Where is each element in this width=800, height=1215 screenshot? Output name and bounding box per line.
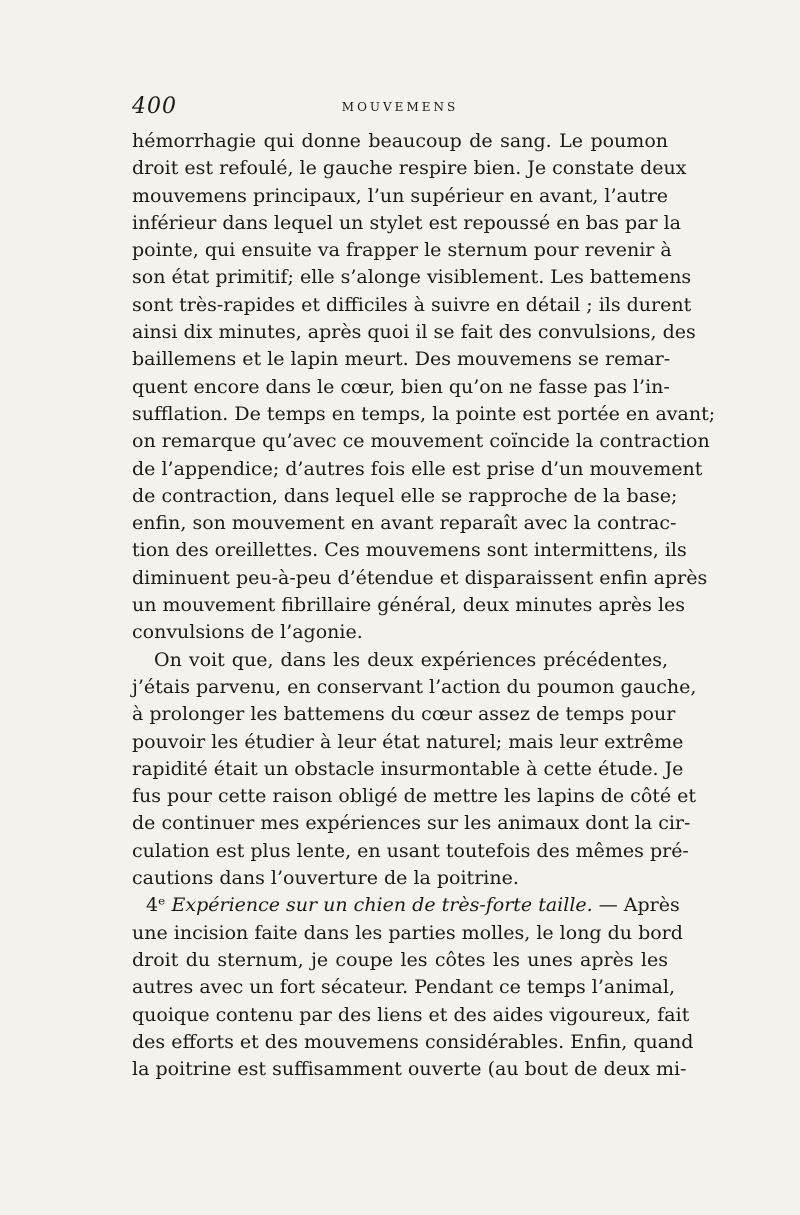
text-line: sont très-rapides et difficiles à suivre en détail ; ils durent — [132, 293, 692, 316]
running-head — [132, 94, 668, 128]
text-line: diminuent peu-à-peu d’étendue et disparaissent enfin après — [132, 566, 708, 589]
text-line: culation est plus lente, en usant toutefois des mêmes pré- — [132, 839, 689, 862]
page-number: 400 — [132, 94, 177, 119]
text-line: de continuer mes expériences sur les animaux dont la cir- — [132, 812, 691, 835]
text-line: mouvemens principaux, l’un supérieur en avant, l’autre — [132, 184, 669, 207]
text-line: droit est refoulé, le gauche respire bien. Je constate deux — [132, 157, 687, 180]
text-line: autres avec un fort sécateur. Pendant ce temps l’animal, — [132, 976, 676, 999]
text-line: une incision faite dans les parties molles, le long du bord — [132, 921, 683, 944]
text-line: tion des oreillettes. Ces mouvemens sont intermittens, ils — [132, 539, 687, 562]
text-line: enfin, son mouvement en avant reparaît avec la contrac- — [132, 512, 677, 535]
text-line: pouvoir les étudier à leur état naturel; mais leur extrême — [132, 730, 684, 753]
experiment-line-rest: — Après — [598, 894, 680, 917]
text-line: fus pour cette raison obligé de mettre les lapins de côté et — [132, 785, 697, 808]
text-line: un mouvement fibrillaire général, deux minutes après les — [132, 594, 686, 617]
text-line: quent encore dans le cœur, bien qu’on ne fasse pas l’in- — [132, 375, 670, 398]
experiment-number: 4ᵉ — [146, 894, 166, 917]
text-line: cautions dans l’ouverture de la poitrine. — [132, 867, 519, 890]
text-line: ainsi dix minutes, après quoi il se fait des convulsions, des — [132, 321, 696, 344]
text-line: baillemens et le lapin meurt. Des mouvemens se remar- — [132, 348, 671, 371]
text-line: rapidité était un obstacle insurmontable à cette étude. Je — [132, 757, 684, 780]
text-line: de l’appendice; d’autres fois elle est prise d’un mouvement — [132, 457, 703, 480]
section-heading-line — [132, 892, 680, 919]
book-page — [132, 94, 716, 1083]
text-line: on remarque qu’avec ce mouvement coïncide la contraction — [132, 430, 710, 453]
text-line: à prolonger les battemens du cœur assez de temps pour — [132, 703, 676, 726]
text-line: On voit que, dans les deux expériences précédentes, — [154, 648, 668, 671]
running-title: MOUVEMENS — [341, 100, 459, 114]
text-line: convulsions de l’agonie. — [132, 621, 363, 644]
text-line: la poitrine est suffisamment ouverte (au bout de deux mi- — [132, 1058, 687, 1081]
text-line: des efforts et des mouvemens considérables. Enfin, quand — [132, 1030, 694, 1053]
body-text — [132, 128, 716, 1083]
text-line: quoique contenu par des liens et des aides vigoureux, fait — [132, 1003, 690, 1026]
text-line: pointe, qui ensuite va frapper le sternum pour revenir à — [132, 239, 672, 262]
text-line: son état primitif; elle s’alonge visiblement. Les battemens — [132, 266, 692, 289]
text-line: sufflation. De temps en temps, la pointe est portée en avant; — [132, 402, 716, 425]
text-line: j’étais parvenu, en conservant l’action du poumon gauche, — [132, 675, 697, 698]
text-line: droit du sternum, je coupe les côtes les unes après les — [132, 948, 668, 971]
text-line: hémorrhagie qui donne beaucoup de sang. Le poumon — [132, 130, 668, 152]
experiment-title: Expérience sur un chien de très-forte taille. — [171, 894, 593, 917]
text-line: de contraction, dans lequel elle se rapproche de la base; — [132, 484, 678, 507]
text-line: inférieur dans lequel un stylet est repoussé en bas par la — [132, 211, 682, 234]
